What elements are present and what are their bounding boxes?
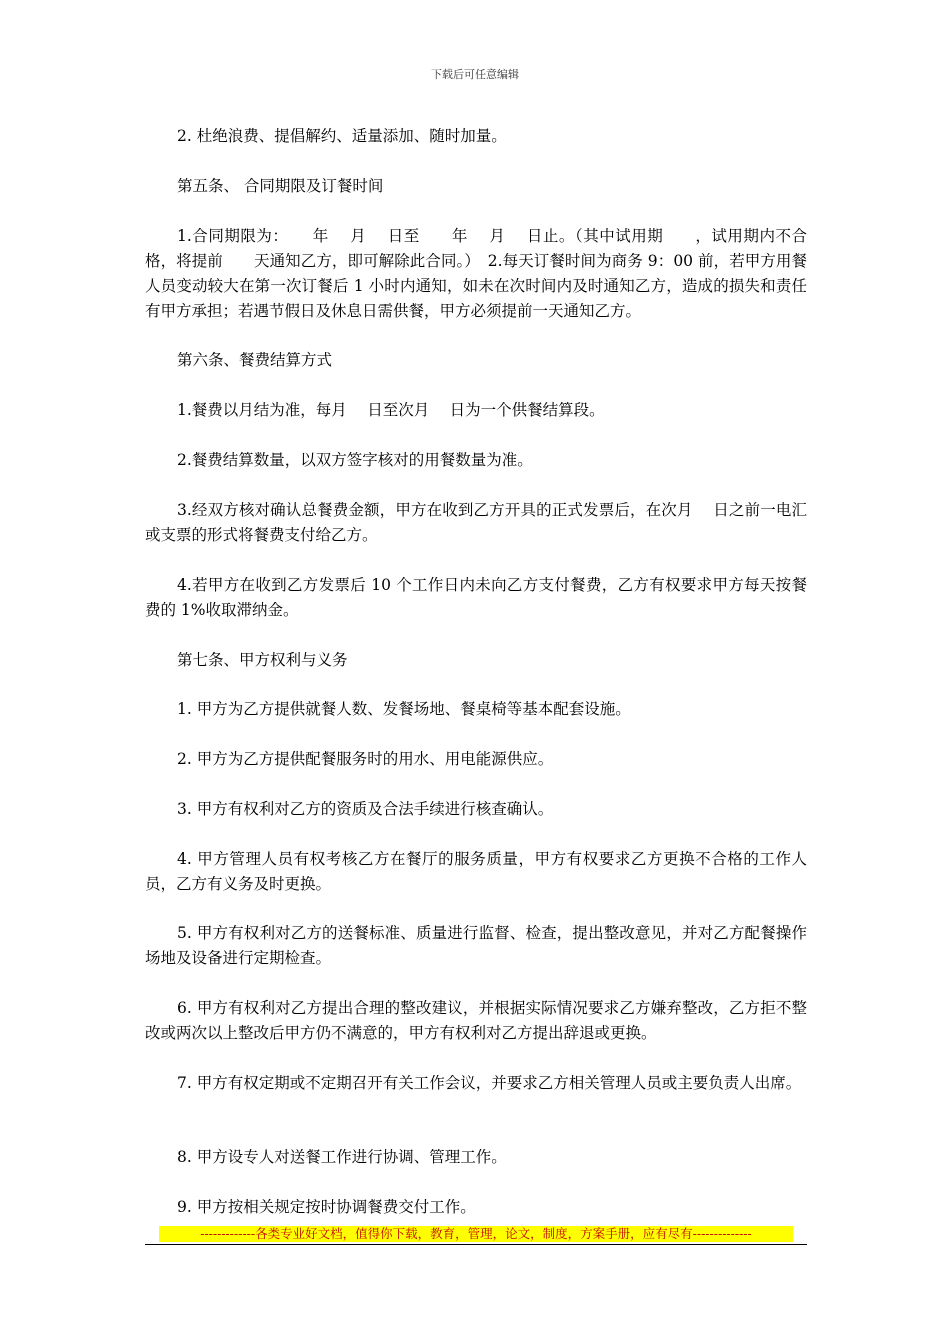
section-heading: 第五条、 合同期限及订餐时间	[177, 177, 384, 195]
paragraph: 7. 甲方有权定期或不定期召开有关工作会议，并要求乙方相关管理人员或主要负责人出席。	[177, 1074, 802, 1092]
paragraph: 2. 杜绝浪费、提倡解约、适量添加、随时加量。	[177, 127, 507, 145]
section-heading: 第六条、餐费结算方式	[177, 351, 333, 369]
paragraph: 2. 甲方为乙方提供配餐服务时的用水、用电能源供应。	[177, 750, 554, 768]
paragraph: 1. 甲方为乙方提供就餐人数、发餐场地、餐桌椅等基本配套设施。	[177, 700, 631, 718]
paragraph: 2.餐费结算数量，以双方签字核对的用餐数量为准。	[177, 451, 533, 469]
footer-banner: -------------各类专业好文档，值得你下载，教育，管理，论文，制度，方案手册，应有尽有--------------	[159, 1226, 793, 1242]
paragraph: 5. 甲方有权利对乙方的送餐标准、质量进行监督、检查，提出整改意见，并对乙方配餐操作场地及设备进行定期检查。	[145, 924, 807, 967]
paragraph: 3.经双方核对确认总餐费金额，甲方在收到乙方开具的正式发票后，在次月 日之前一电汇或支票的形式将餐费支付给乙方。	[145, 501, 807, 544]
paragraph: 3. 甲方有权利对乙方的资质及合法手续进行核查确认。	[177, 800, 554, 818]
paragraph: 8. 甲方设专人对送餐工作进行协调、管理工作。	[177, 1148, 507, 1166]
paragraph: 4.若甲方在收到乙方发票后 10 个工作日内未向乙方支付餐费，乙方有权要求甲方每天按餐费的 1%收取滞纳金。	[145, 576, 807, 619]
footer-divider	[145, 1244, 807, 1245]
paragraph: 6. 甲方有权利对乙方提出合理的整改建议，并根据实际情况要求乙方嫌弃整改，乙方拒不整改或两次以上整改后甲方仍不满意的，甲方有权利对乙方提出辞退或更换。	[145, 999, 807, 1042]
paragraph: 1.合同期限为： 年 月 日至 年 月 日止。（其中试用期 ，试用期内不合格，将提前 天通知乙方，即可解除此合同。） 2.每天订餐时间为商务 9：00 前，若甲方用餐人员变动较大在第一次订餐后 1 小时内通知，如未在次时间内及时通知乙方，造成的损失和责任有甲方承担；若遇节假日及休息日需供餐，甲方必须提前一天通知乙方。	[145, 227, 807, 320]
page-header: 下载后可任意编辑	[431, 68, 519, 81]
paragraph: 1.餐费以月结为准，每月 日至次月 日为一个供餐结算段。	[177, 401, 605, 419]
paragraph: 9. 甲方按相关规定按时协调餐费交付工作。	[177, 1198, 476, 1216]
paragraph: 4. 甲方管理人员有权考核乙方在餐厅的服务质量，甲方有权要求乙方更换不合格的工作人员，乙方有义务及时更换。	[145, 850, 807, 893]
section-heading: 第七条、甲方权利与义务	[177, 651, 348, 669]
